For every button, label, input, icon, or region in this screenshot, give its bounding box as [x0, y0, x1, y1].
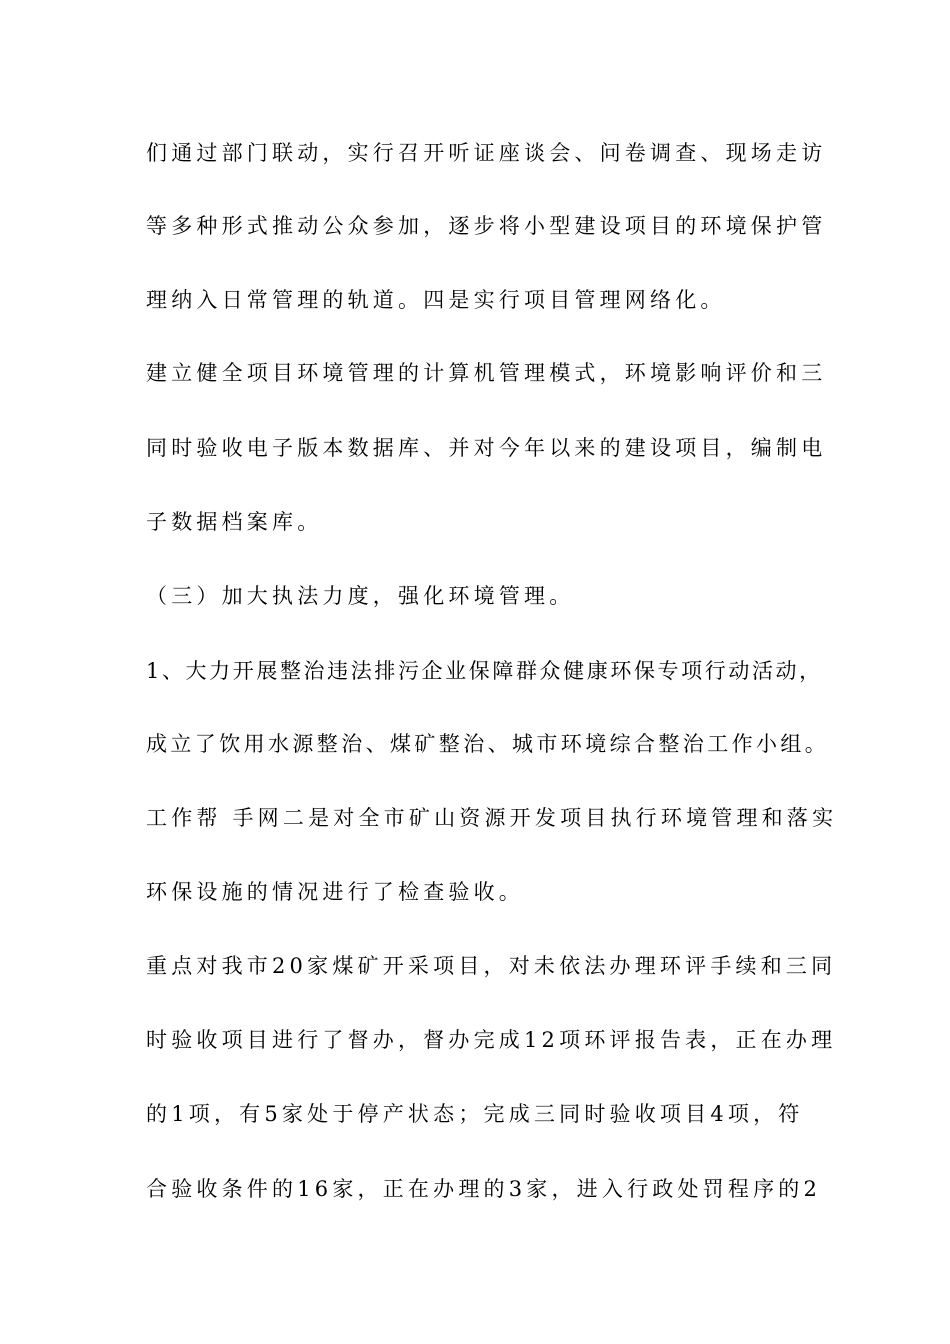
text-line: 的1项，有5家处于停产状态；完成三同时验收项目4项，符 — [146, 1102, 804, 1126]
text-line: 们通过部门联动，实行召开听证座谈会、问卷调查、现场走访 — [146, 141, 827, 165]
text-line: 环保设施的情况进行了检查验收。 — [146, 880, 524, 904]
text-line: 子数据档案库。 — [146, 510, 323, 534]
text-line: 等多种形式推动公众参加，逐步将小型建设项目的环境保护管 — [146, 214, 827, 238]
text-line: 1、大力开展整治违法排污企业保障群众健康环保专项行动活动， — [146, 659, 823, 683]
text-line: 理纳入日常管理的轨道。四是实行项目管理网络化。 — [146, 288, 726, 312]
text-line: 时验收项目进行了督办，督办完成12项环评报告表，正在办理 — [146, 1028, 837, 1052]
text-line: 工作帮 手网二是对全市矿山资源开发项目执行环境管理和落实 — [146, 806, 838, 830]
text-line: 同时验收电子版本数据库、并对今年以来的建设项目，编制电 — [146, 436, 827, 460]
section-heading: （三）加大执法力度，强化环境管理。 — [146, 584, 575, 608]
text-line: 成立了饮用水源整治、煤矿整治、城市环境综合整治工作小组。 — [146, 732, 830, 756]
text-line: 建立健全项目环境管理的计算机管理模式，环境影响评价和三 — [146, 361, 827, 385]
text-line: 合验收条件的16家，正在办理的3家，进入行政处罚程序的2 — [146, 1177, 822, 1201]
text-line: 重点对我市20家煤矿开采项目，对未依法办理环评手续和三同 — [146, 954, 837, 978]
